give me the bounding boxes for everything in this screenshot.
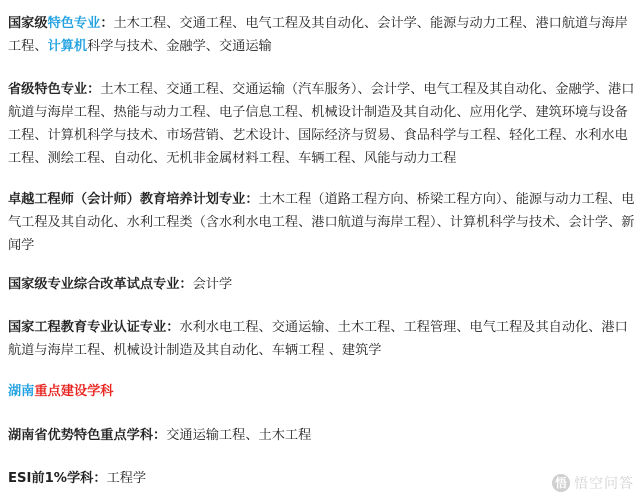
accreditation-label: 国家工程教育专业认证专业： bbox=[8, 320, 180, 335]
reform-pilot-paragraph bbox=[8, 273, 636, 296]
provincial-majors-text: 土木工程、交通工程、交通运输（汽车服务）、会计学、电气工程及其自动化、金融学、港口航道与海岸工程、热能与动力工程、电子信息工程、机械设计制造及其自动化、应用化学、建筑环境与设备工程、计算机科学与技术、市场营销、艺术设计、国际经济与贸易、食品科学与工程、轻化工程、水利水电工程、测绘工程、自动化、无机非金属材料工程、车辆工程、风能与动力工程 bbox=[8, 82, 635, 166]
national-featured-majors-paragraph bbox=[8, 12, 636, 58]
excellent-engineer-label: 卓越工程师（会计师）教育培养计划专业： bbox=[8, 192, 259, 207]
watermark-text: 悟空问答 bbox=[574, 476, 634, 492]
national-majors-text-2: 科学与技术、金融学、交通运输 bbox=[87, 39, 272, 54]
accreditation-paragraph bbox=[8, 316, 636, 362]
wukong-logo-icon: 悟 bbox=[552, 474, 570, 492]
hunan-key-disciplines-paragraph bbox=[8, 424, 636, 447]
national-majors-text: 土木工程、交通工程、电气工程及其自动化、会计学、能源与动力工程、港口航道与海岸工程、 bbox=[8, 16, 628, 54]
hunan-key-disciplines-text: 交通运输工程、土木工程 bbox=[166, 428, 312, 443]
reform-pilot-label: 国家级专业综合改革试点专业： bbox=[8, 277, 193, 292]
hunan-key-disciplines-label: 湖南省优势特色重点学科： bbox=[8, 428, 167, 443]
label-colon: ： bbox=[100, 16, 114, 31]
provincial-label: 省级特色专业： bbox=[8, 82, 101, 97]
excellent-engineer-text: 土木工程（道路工程方向、桥梁工程方向）、能源与动力工程、电气工程及其自动化、水利工程类（含水利水电工程、港口航道与海岸工程）、计算机科学与技术、会计学、新闻学 bbox=[8, 192, 635, 253]
accreditation-text: 水利水电工程、交通运输、土木工程、工程管理、电气工程及其自动化、港口航道与海岸工程、机械设计制造及其自动化、车辆工程 、建筑学 bbox=[8, 320, 628, 358]
esi-paragraph bbox=[8, 467, 636, 490]
computer-highlight: 计算机 bbox=[47, 39, 88, 54]
excellent-engineer-paragraph bbox=[8, 188, 636, 257]
hunan-heading: 湖南 bbox=[8, 384, 35, 399]
esi-text: 工程学 bbox=[106, 471, 147, 486]
national-label: 国家级 bbox=[8, 16, 48, 31]
key-disciplines-heading bbox=[8, 380, 636, 403]
provincial-featured-majors-paragraph bbox=[8, 78, 636, 170]
watermark bbox=[552, 473, 634, 493]
featured-majors-label: 特色专业 bbox=[47, 16, 101, 31]
esi-label: ESI前1%学科： bbox=[8, 471, 107, 486]
key-disciplines-heading-red: 重点建设学科 bbox=[34, 384, 114, 399]
reform-pilot-text: 会计学 bbox=[192, 277, 233, 292]
